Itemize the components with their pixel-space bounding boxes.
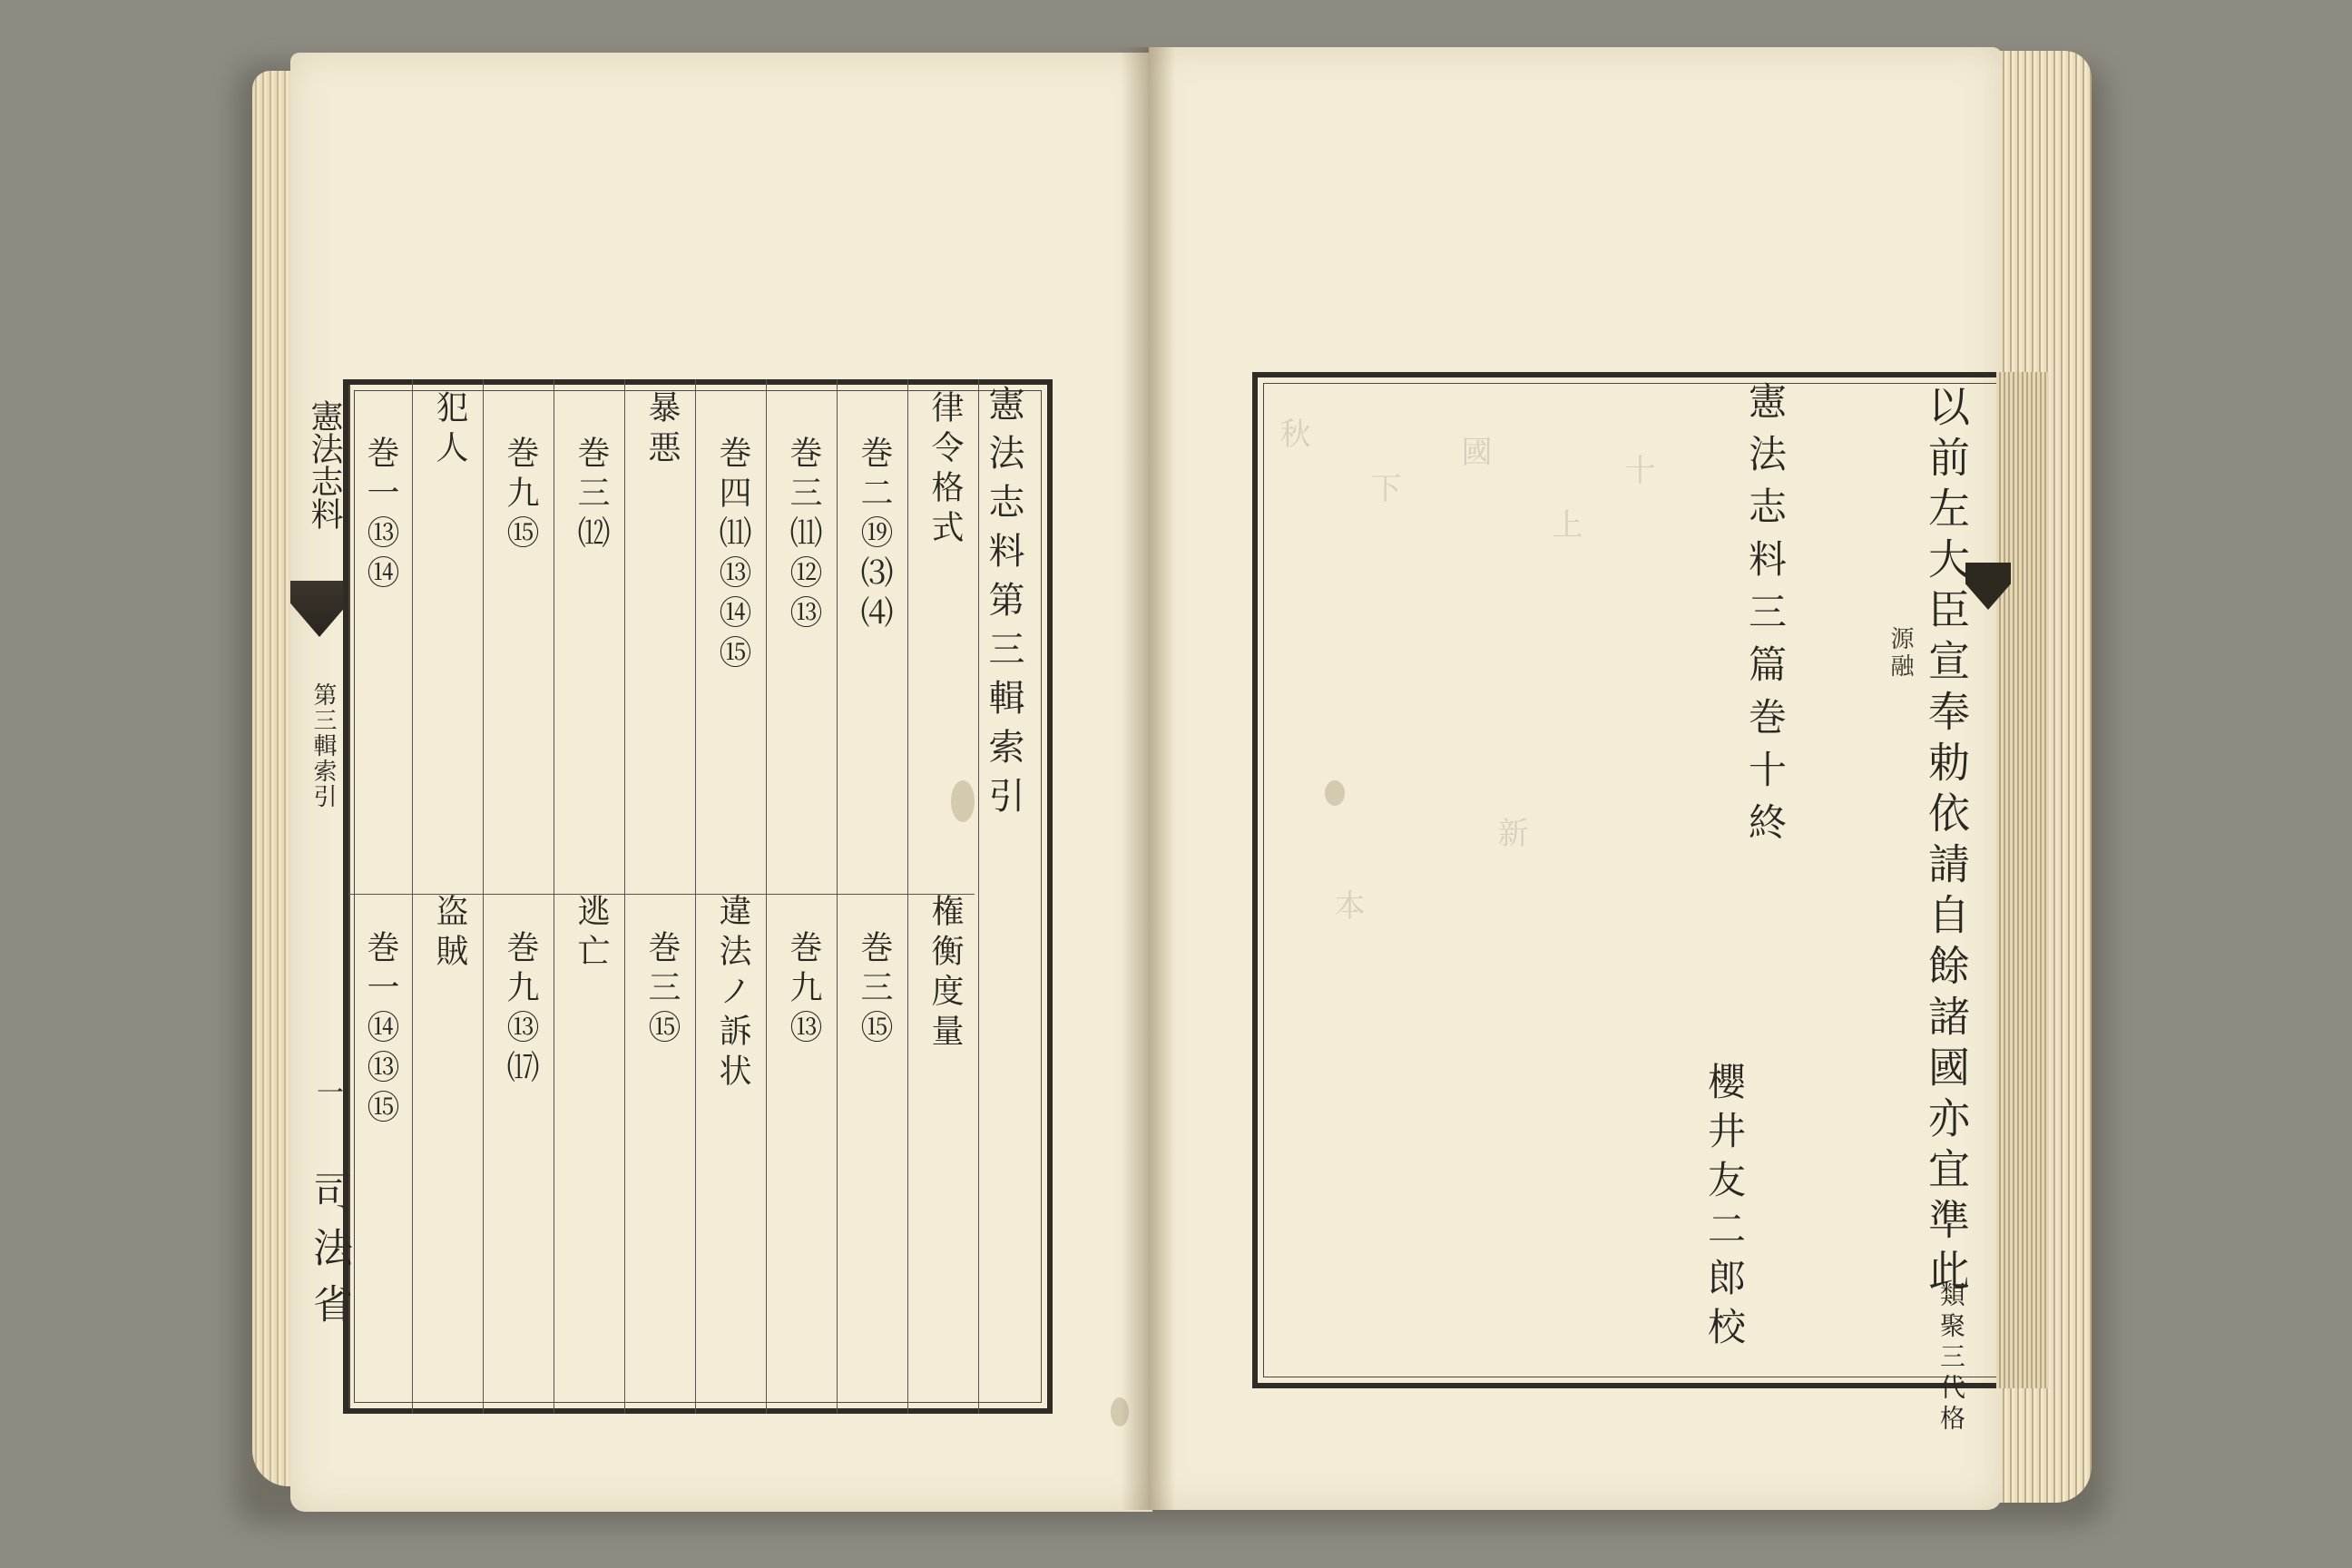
- bleed-through-text: 新: [1492, 817, 1528, 862]
- column-rule: [483, 379, 484, 1414]
- index-entry: 巻九⑬⒄: [502, 930, 539, 1090]
- column-rule: [412, 379, 413, 1414]
- bleed-through-text: 本: [1328, 889, 1365, 935]
- index-entry: 巻三⑮: [856, 930, 893, 1050]
- index-entry: 巻一⑭⑬⑮: [362, 930, 399, 1130]
- index-entry: 犯人: [431, 390, 468, 470]
- index-entry: 巻二⑲⑶⑷: [856, 436, 893, 635]
- paper-stain: [1111, 1397, 1129, 1426]
- index-entry: 逃亡: [573, 894, 610, 974]
- decree-text: 以前左大臣宣奉勅依請自餘諸國亦宜準此: [1922, 385, 1971, 1299]
- index-entry: 権衡度量: [926, 894, 964, 1054]
- index-title: 憲法志料第三輯索引: [983, 385, 1024, 826]
- margin-section-title: 第三輯索引: [309, 682, 337, 809]
- index-entry: 巻三⑮: [643, 930, 681, 1050]
- index-entry: 巻三⑾⑫⑬: [785, 436, 822, 635]
- index-entry: 違法ノ訴状: [714, 894, 751, 1093]
- index-entry: 巻三⑿: [573, 436, 610, 555]
- column-rule: [766, 379, 767, 1414]
- bleed-through-text: 上: [1546, 508, 1583, 554]
- index-entry: 律令格式: [926, 390, 964, 550]
- index-entry: 暴悪: [643, 390, 681, 470]
- index-entry: 巻一⑬⑭: [362, 436, 399, 595]
- proofreader-credit: 櫻井友二郎校: [1702, 1062, 1747, 1356]
- column-rule: [624, 379, 625, 1414]
- margin-publisher: 司法省: [306, 1171, 352, 1339]
- bleed-through-text: 十: [1619, 454, 1655, 499]
- column-rule: [907, 379, 908, 1414]
- volume-end-title: 憲法志料三篇巻十終: [1743, 381, 1788, 855]
- index-entry: 巻九⑮: [502, 436, 539, 555]
- margin-page-number: 一: [311, 1078, 343, 1105]
- decree-annotation: 源融: [1886, 626, 1914, 681]
- bleed-through-text: 秋: [1274, 417, 1310, 463]
- bleed-through-text: 國: [1455, 436, 1492, 481]
- index-entry: 巻九⑬: [785, 930, 822, 1050]
- source-citation: 類聚三代格: [1936, 1281, 1966, 1436]
- column-rule: [837, 379, 838, 1414]
- paper-stain: [1325, 780, 1345, 806]
- index-entry: 盗賊: [431, 894, 468, 974]
- end-page-frame: [1252, 372, 1996, 1388]
- margin-book-title: 憲法志料: [306, 399, 343, 530]
- index-entry: 巻四⑾⑬⑭⑮: [714, 436, 751, 675]
- book-gutter: [1121, 47, 1175, 1510]
- book-fore-edge-strip: [1996, 372, 2049, 1388]
- bleed-through-text: 下: [1365, 472, 1401, 517]
- column-rule: [695, 379, 696, 1414]
- paper-stain: [951, 780, 975, 822]
